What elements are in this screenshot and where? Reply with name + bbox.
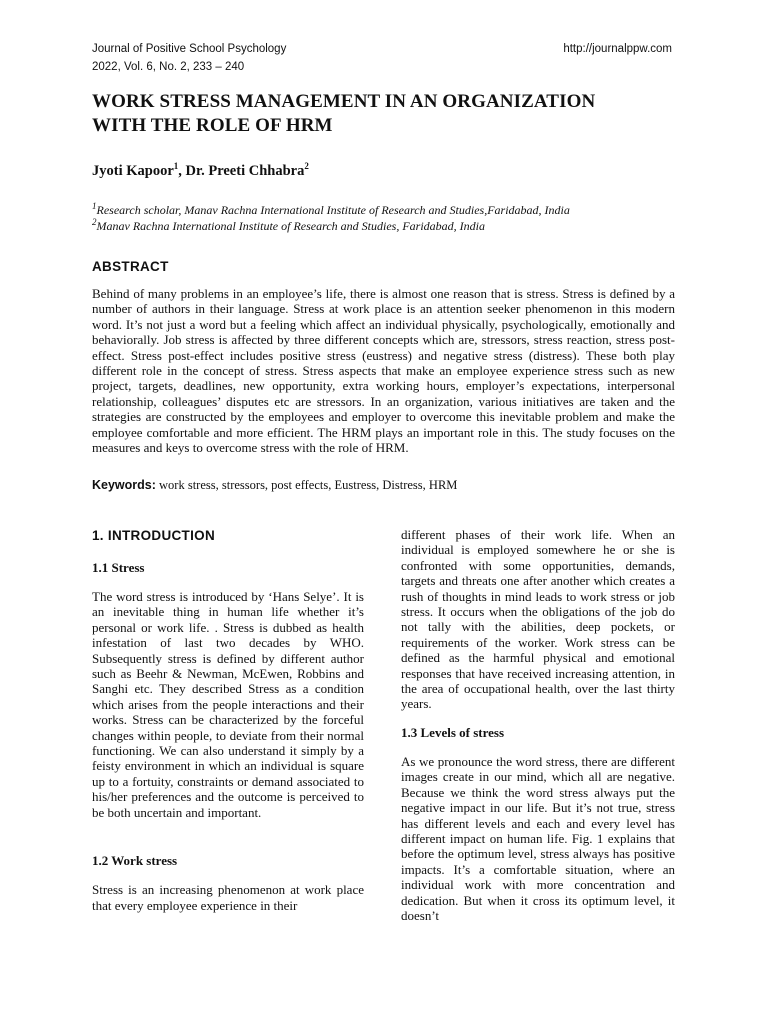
keywords-label: Keywords:	[92, 478, 156, 492]
author-1-affiliation-mark: 1	[173, 161, 179, 172]
affiliation-1-mark: 1	[92, 201, 97, 211]
abstract-body: Behind of many problems in an employee’s life, there is almost one reason that is stress. Stress is defined by a number of authors in their language. Stress at work place is an attention seeker phenomenon in this modern word. It’s not just a word but a feeling which affect an individual physically, psychologically, emotionally and behaviorally. Job stress is affected by three different concepts which are, stressors, stress reaction, stress post-effect. Stress post-effect includes positive stress (eustress) and negative stress (distress). These both play different role in the concept of stress. Stress aspects that make an employee experience stress such as new project, targets, deadlines, new opportunity, extra working hours, employer’s expectations, interpersonal relationship, colleagues’ disputes etc are stressors. In an organization, various initiatives are taken and the strategies are constructed by the employees and employer to overcome this inevitable problem and make the employee comfortable and more efficient. The HRM plays an important role in this. The study focuses on the measures and keys to overcome stress with the role of HRM.	[92, 286, 675, 456]
subsection-heading-work-stress: 1.2 Work stress	[92, 853, 178, 869]
section-heading-introduction: 1. INTRODUCTION	[92, 528, 216, 543]
paper-title-line-2: WITH THE ROLE OF HRM	[92, 115, 333, 136]
work-stress-paragraph-start: Stress is an increasing phenomenon at work place that every employee experience in their	[92, 882, 364, 913]
work-stress-paragraph-continued: different phases of their work life. When an individual is employed somewhere he or she is confronted with some opportunities, demands, targets and threats one after another which creates a rush of thoughts in mind leads to work stress or job stress. It occurs when the obligations of the job do not tally with the abilities, deep pockets, or requirements of the worker. Work stress can be defined as the harmful physical and emotional responses that have received increasing attention, in the area of occupational health, over the last thirty years.	[401, 527, 675, 712]
subsection-heading-levels-of-stress: 1.3 Levels of stress	[401, 724, 505, 740]
affiliation-1	[92, 203, 692, 218]
author-1-name: Jyoti Kapoor	[92, 163, 174, 179]
section-spacer	[92, 833, 364, 853]
author-separator: ,	[178, 163, 186, 179]
abstract-heading: ABSTRACT	[92, 259, 169, 274]
affiliation-2-mark: 2	[92, 217, 97, 227]
column-right	[401, 527, 675, 936]
affiliation-2	[92, 219, 692, 234]
author-2-affiliation-mark: 2	[304, 161, 309, 172]
column-left	[92, 527, 364, 926]
journal-name: Journal of Positive School Psychology	[92, 43, 287, 55]
affiliation-2-text: Manav Rachna International Institute of Research and Studies, Faridabad, India	[96, 219, 485, 233]
author-2-name: Dr. Preeti Chhabra	[185, 163, 305, 179]
keywords	[92, 478, 457, 493]
levels-of-stress-paragraph: As we pronounce the word stress, there are different images create in our mind, which all are negative. Because we think the word stress always put the negative impact in our life. But it’s not true, stress has different levels and each and every level has different impact on human life. Fig. 1 explains that before the optimum level, stress always has positive impacts. It’s a comfortable situation, where an individual work with more concentration and dedication. But when it cross its optimum level, it doesn’t	[401, 753, 675, 923]
subsection-heading-stress: 1.1 Stress	[92, 560, 145, 575]
affiliation-1-text: Research scholar, Manav Rachna International Institute of Research and Studies,Faridabad, India	[96, 203, 570, 217]
stress-paragraph: The word stress is introduced by ‘Hans Selye’. It is an inevitable thing in human life whether it’s personal or work life. . Stress is dubbed as health infestation of last two decades by WHO. Subsequently stress is defined by different author such as Beehr & Newman, McEwen, Robbins and Sanghi etc. They described Stress as a condition which arises from the people interactions and their works. Stress can be characterized by the forceful changes within people, to deviate from their normal functioning. We can also understand it simply by a feisty environment in which an individual is square up to a fortuity, constraints or demand associated to his/her preferences and the outcome is perceived to be both uncertain and important.	[92, 589, 364, 820]
paper-title-line-1: WORK STRESS MANAGEMENT IN AN ORGANIZATION	[92, 91, 596, 112]
author-list	[92, 163, 309, 180]
keywords-text: work stress, stressors, post effects, Eustress, Distress, HRM	[155, 478, 458, 492]
journal-volume: 2022, Vol. 6, No. 2, 233 – 240	[92, 61, 245, 73]
paper-title	[92, 90, 682, 138]
journal-url[interactable]: http://journalppw.com	[563, 43, 672, 55]
